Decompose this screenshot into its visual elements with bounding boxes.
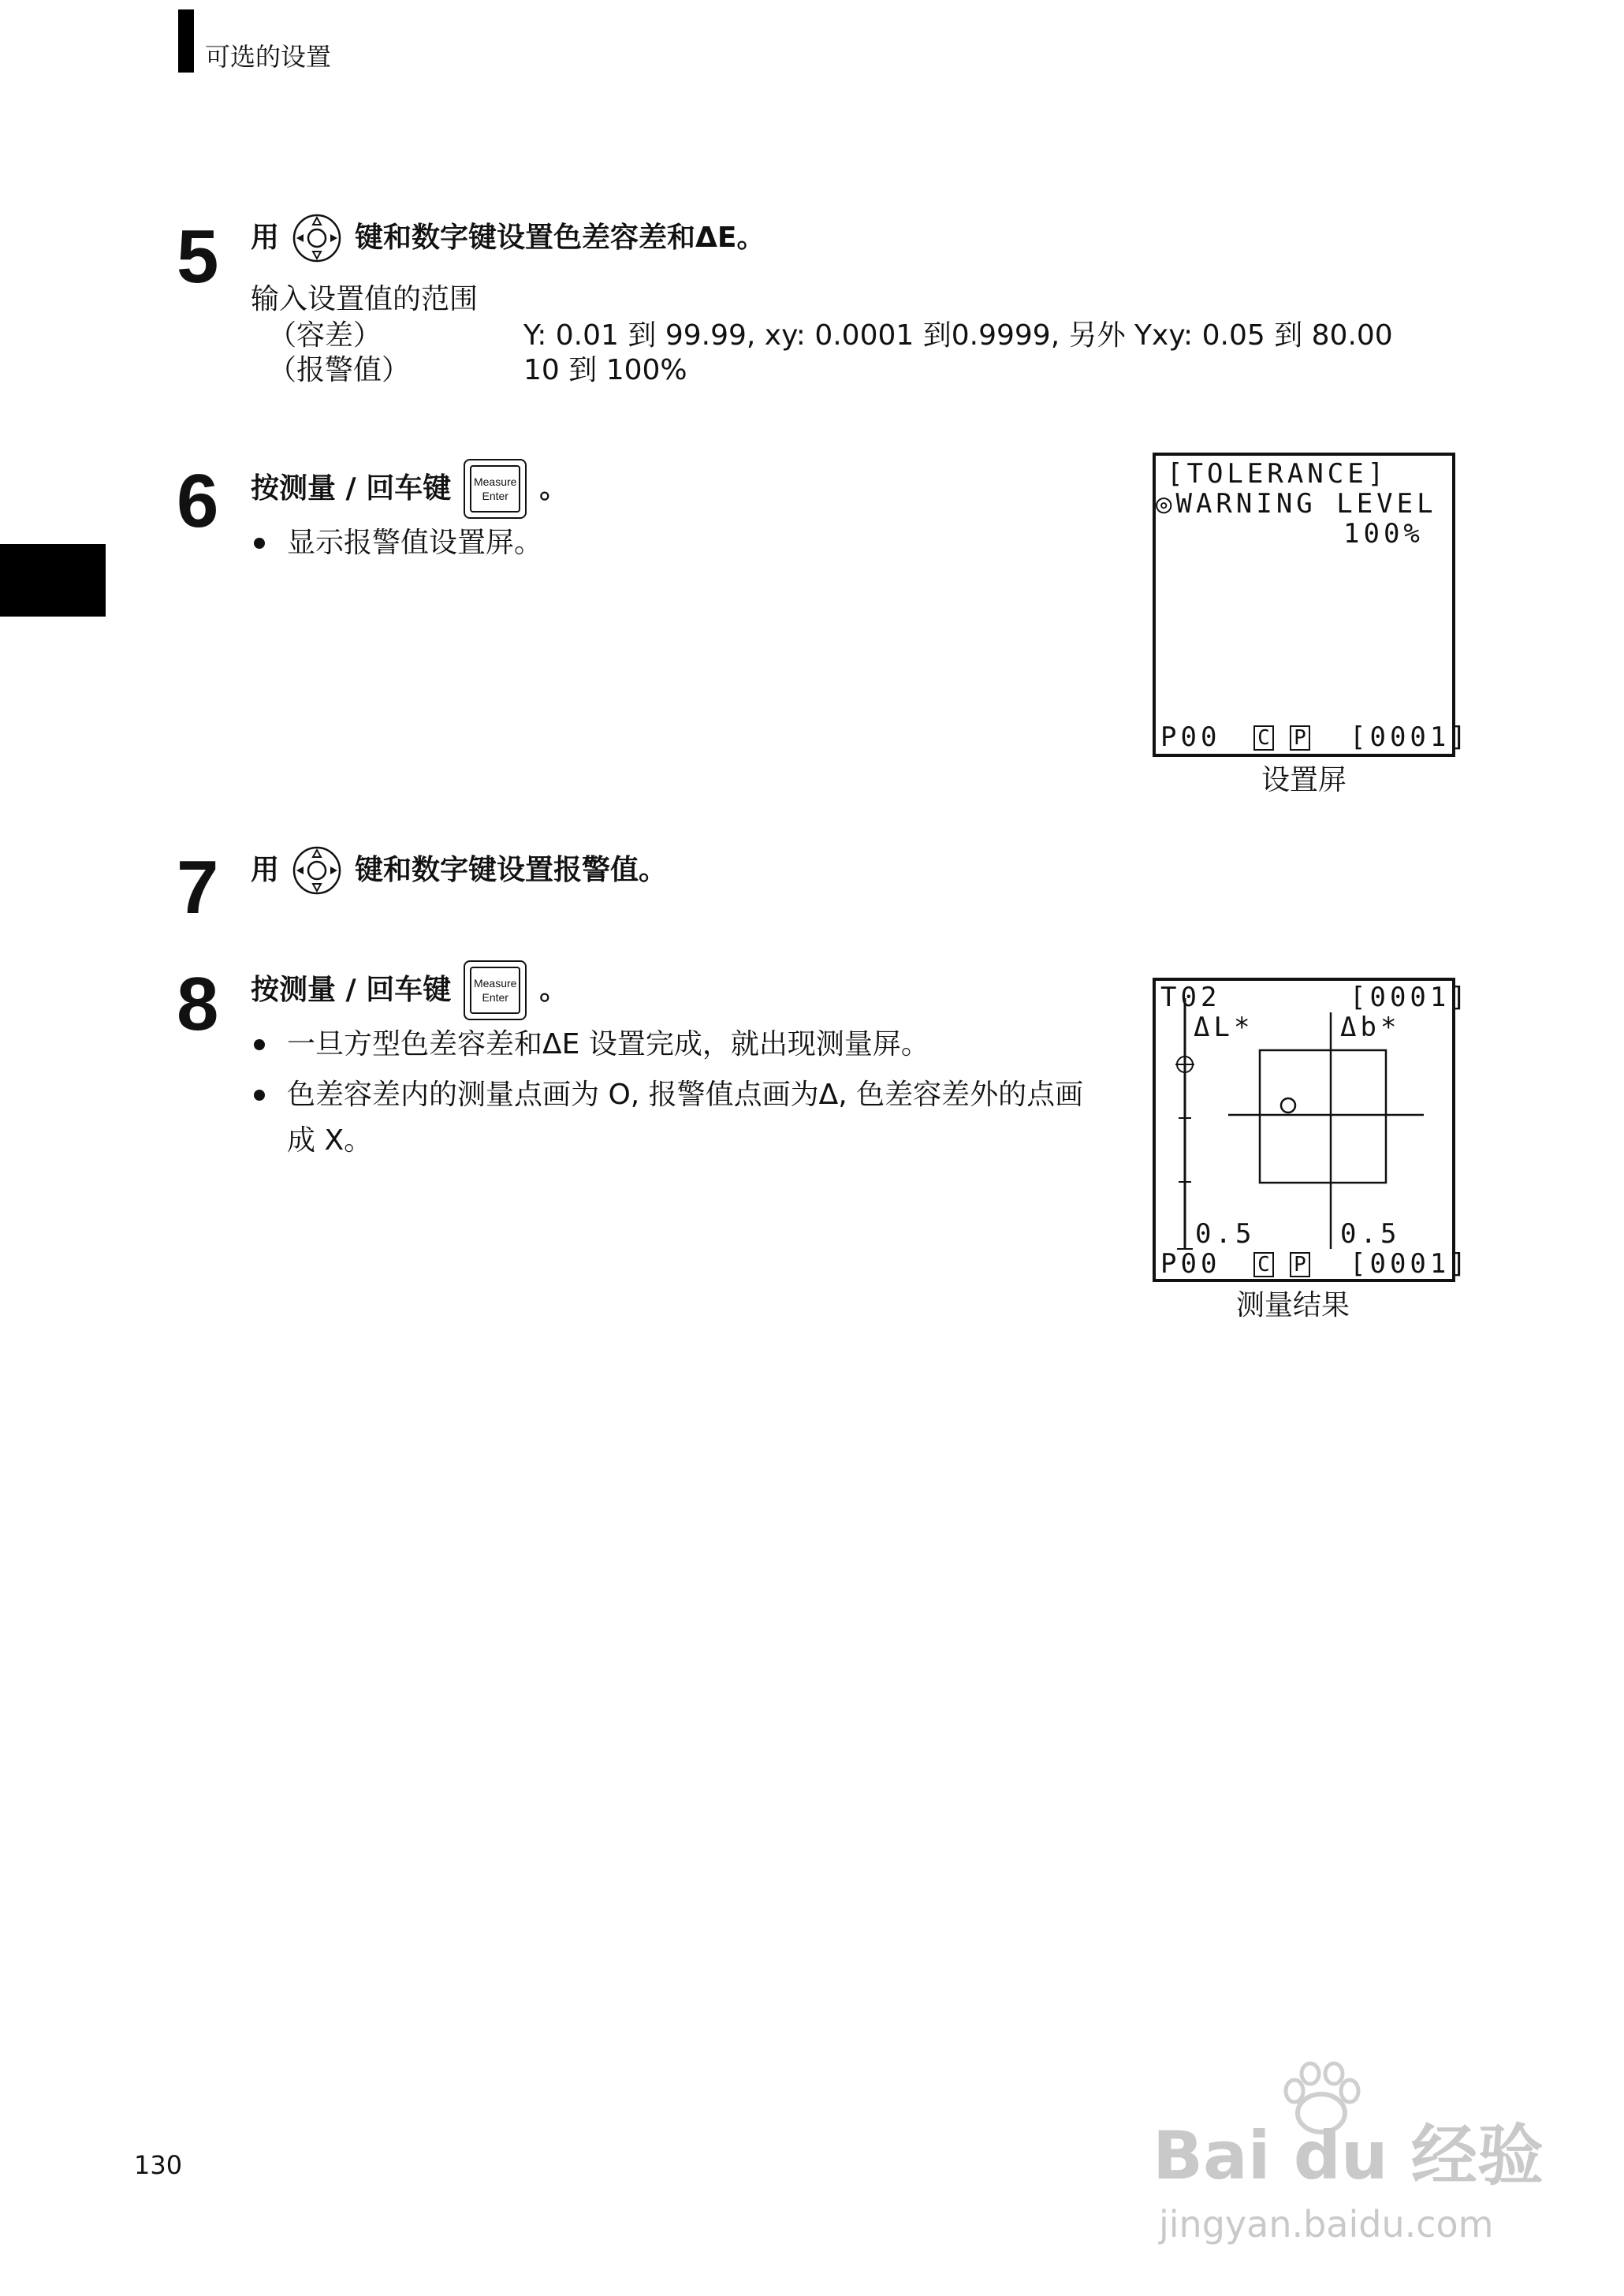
scale-label: 0.5 — [1195, 1218, 1256, 1250]
screen-caption: 测量结果 — [1235, 1289, 1350, 1321]
measure-enter-key-icon: Measure Enter — [464, 960, 527, 1020]
screen-data-number: [0001] — [1350, 982, 1470, 1013]
scale-label: 0.5 — [1340, 1218, 1401, 1250]
step-number: 5 — [177, 214, 219, 299]
watermark-logo: Bai du 经验 — [1153, 2117, 1544, 2194]
range-value: Y: 0.01 到 99.99, xy: 0.0001 到0.9999, 另外 Yxy: 0.05 到 80.00 — [523, 319, 1393, 352]
screen-program: P00 — [1160, 721, 1221, 753]
step-number: 8 — [177, 962, 219, 1046]
screen-line: [TOLERANCE] — [1167, 458, 1388, 490]
screen-caption: 设置屏 — [1261, 764, 1347, 796]
watermark-url: jingyan.baidu.com — [1159, 2203, 1494, 2246]
step-bullets — [251, 520, 542, 566]
screen-p-indicator: P — [1290, 1252, 1310, 1277]
measured-point-marker — [1281, 1098, 1295, 1113]
dpad-arrow-key-icon — [292, 213, 342, 263]
settings-screen — [1153, 453, 1470, 757]
header-bar — [178, 9, 194, 73]
measurement-result-screen — [1153, 978, 1470, 1282]
list-item: 显示报警值设置屏。 — [251, 520, 542, 566]
step-instruction: 用 键和数字键设置色差容差和ΔE。 — [251, 213, 765, 263]
screen-c-indicator: C — [1253, 1252, 1274, 1277]
step-instruction: 按测量 / 回车键 Measure Enter 。 — [251, 960, 568, 1020]
chapter-side-tab — [0, 544, 106, 617]
axis-label: Δb* — [1340, 1012, 1401, 1043]
screen-target: T02 — [1160, 982, 1221, 1013]
dpad-arrow-key-icon — [292, 845, 342, 896]
list-item: 一旦方型色差容差和ΔE 设置完成，就出现测量屏。 — [251, 1022, 1094, 1068]
screen-p-indicator: P — [1290, 725, 1310, 751]
step-instruction: 用 键和数字键设置报警值。 — [251, 845, 667, 896]
screen-data-number: [0001] — [1350, 721, 1470, 753]
screen-data-number: [0001] — [1350, 1248, 1470, 1280]
step-instruction: 按测量 / 回车键 Measure Enter 。 — [251, 459, 568, 519]
screen-program: P00 — [1160, 1248, 1221, 1280]
range-label: （容差） — [268, 319, 382, 352]
list-item: 色差容差内的测量点画为 O, 报警值点画为Δ, 色差容差外的点画成 X。 — [251, 1072, 1094, 1164]
screen-c-indicator: C — [1253, 725, 1274, 751]
range-label: （报警值） — [268, 354, 411, 386]
section-title: 可选的设置 — [205, 42, 332, 72]
range-heading: 输入设置值的范围 — [251, 283, 479, 315]
step-number: 6 — [177, 459, 219, 543]
step-number: 7 — [177, 845, 219, 930]
screen-value: 100% — [1343, 518, 1424, 550]
measure-enter-key-icon: Measure Enter — [464, 459, 527, 519]
range-value: 10 到 100% — [523, 354, 687, 386]
page-number: 130 — [134, 2150, 183, 2180]
screen-line: ◎WARNING LEVEL — [1156, 488, 1437, 520]
axis-label: ΔL* — [1194, 1012, 1254, 1043]
step-bullets — [251, 1022, 1094, 1164]
